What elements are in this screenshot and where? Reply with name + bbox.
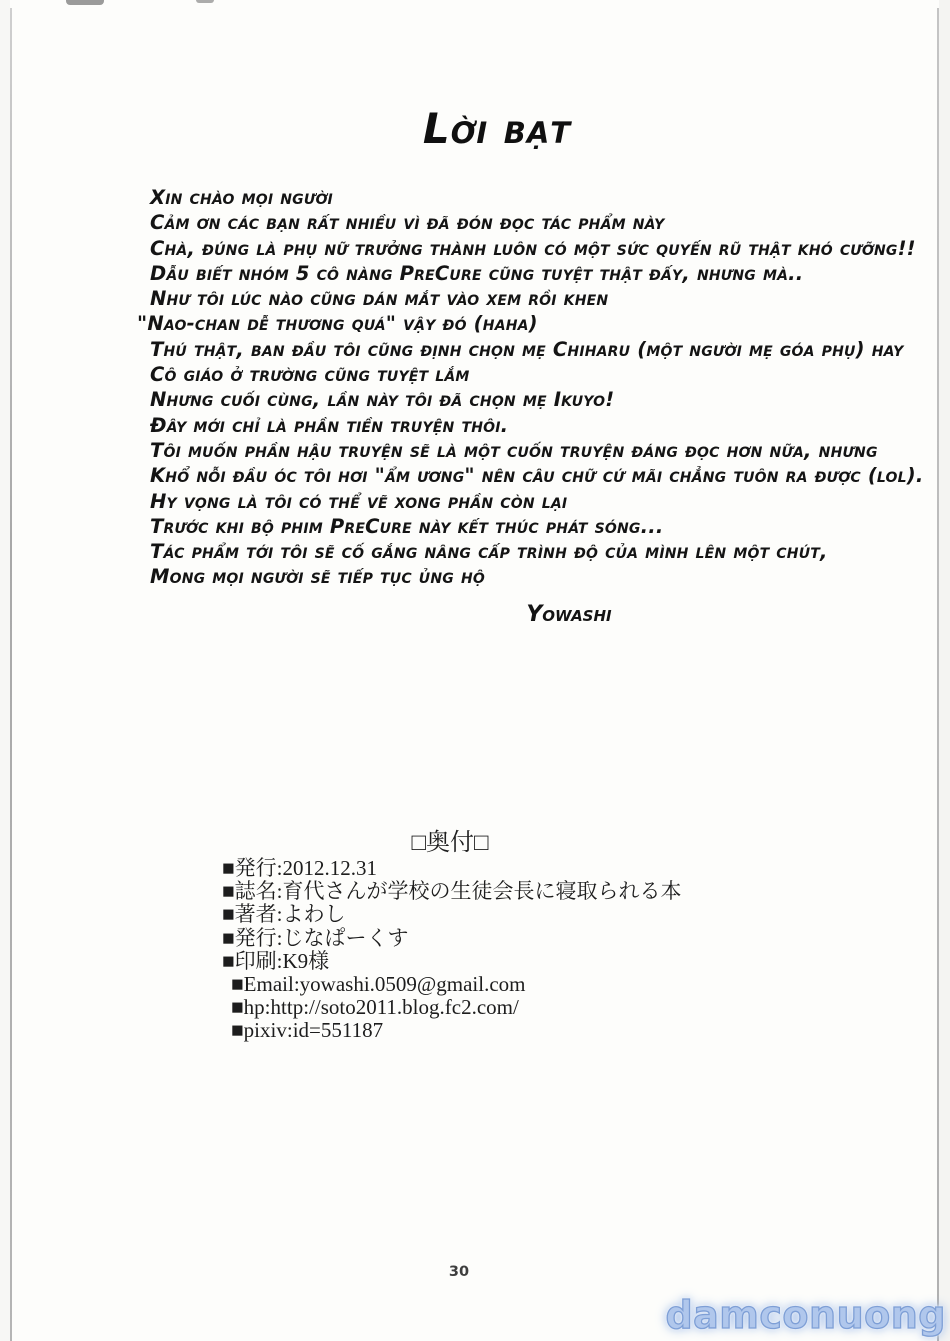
afterword-line: Tác phẩm tới tôi sẽ cố gắng nâng cấp trình độ của mình lên một chút, — [150, 540, 828, 564]
colophon-line: ■pixiv:id=551187 — [231, 1018, 384, 1043]
afterword-line: Chà, đúng là phụ nữ trưởng thành luôn có một sức quyến rũ thật khó cưỡng!! — [150, 236, 916, 260]
afterword-line: Cảm ơn các bạn rất nhiều vì đã đón đọc tác phẩm này — [150, 211, 665, 235]
scan-edge-left — [0, 0, 10, 1341]
page-title: Lời bạt — [422, 104, 572, 153]
afterword-line: Dẫu biết nhóm 5 cô nàng PreCure cũng tuyệt thật đấy, nhưng mà.. — [150, 261, 804, 285]
afterword-line: "Nao-chan dễ thương quá" vậy đó (haha) — [137, 312, 538, 336]
page-number: 30 — [448, 1264, 470, 1280]
author-signature: Yowashi — [526, 602, 612, 627]
colophon-line: ■Email:yowashi.0509@gmail.com — [231, 972, 526, 997]
afterword-text — [137, 185, 924, 590]
afterword-line: Tôi muốn phần hậu truyện sẽ là một cuốn truyện đáng đọc hơn nữa, nhưng — [150, 438, 878, 462]
afterword-line: Cô giáo ở trường cũng tuyệt lắm — [150, 363, 470, 387]
scan-edge-right — [939, 0, 950, 1341]
afterword-line: Thú thật, ban đầu tôi cũng định chọn mẹ Chiharu (một người mẹ góa phụ) hay — [150, 337, 904, 361]
afterword-line: Mong mọi người sẽ tiếp tục ủng hộ — [150, 565, 485, 589]
afterword-line: Khổ nỗi đầu óc tôi hơi "ẩm ương" nên câu chữ cứ mãi chẳng tuôn ra được (lol). — [150, 464, 924, 488]
page-left-edge-line — [10, 8, 12, 1341]
colophon-line: ■印刷:K9様 — [222, 948, 330, 973]
colophon-line: ■発行:じなぱーくす — [222, 925, 409, 950]
afterword-line: Xin chào mọi người — [150, 186, 333, 209]
afterword-line: Trước khi bộ phim PreCure này kết thúc phát sóng... — [150, 514, 664, 538]
page-right-edge-line — [937, 8, 939, 1341]
afterword-line: Đây mới chỉ là phần tiền truyện thôi. — [150, 413, 509, 437]
colophon-lines — [222, 857, 682, 1043]
afterword-line: Nhưng cuối cùng, lần này tôi đã chọn mẹ Ikuyo! — [150, 388, 615, 412]
colophon-line: ■hp:http://soto2011.blog.fc2.com/ — [231, 995, 519, 1020]
watermark: damconuong — [665, 1293, 946, 1337]
colophon-line: ■発行:2012.12.31 — [222, 856, 378, 880]
scan-artifact — [196, 0, 214, 3]
colophon-line: ■著者:よわし — [222, 902, 346, 927]
afterword-line: Như tôi lúc nào cũng dán mắt vào xem rồi khen — [150, 287, 609, 311]
colophon-heading: □奥付□ — [411, 830, 489, 856]
afterword-line: Hy vọng là tôi có thể vẽ xong phần còn lại — [150, 489, 568, 513]
scan-artifact — [66, 0, 104, 5]
colophon-line: ■誌名:育代さんが学校の生徒会長に寝取られる本 — [222, 879, 682, 904]
